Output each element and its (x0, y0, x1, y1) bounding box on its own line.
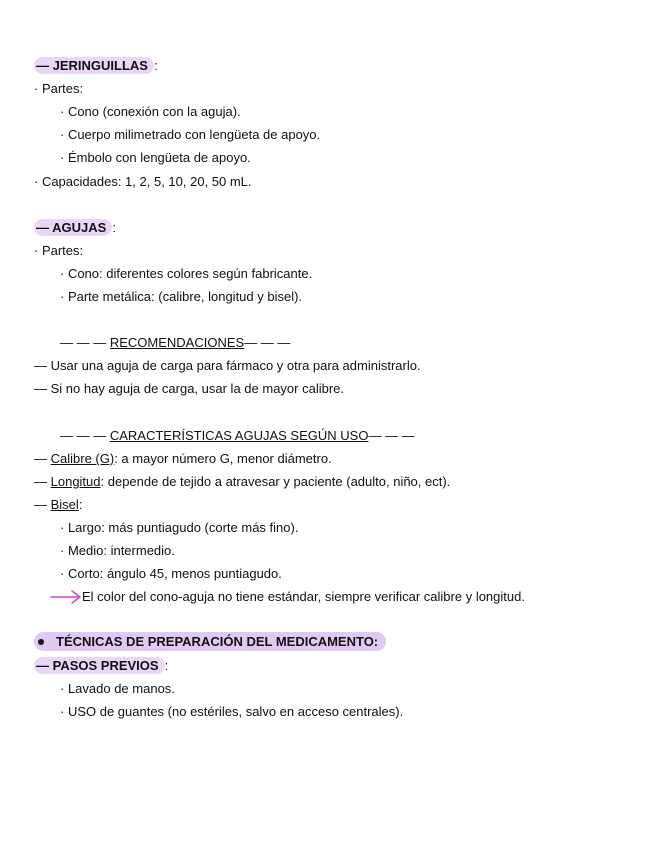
list-item: · Largo: más puntiagudo (corte más fino). (60, 520, 299, 535)
arrow-right-icon (50, 590, 82, 604)
tecnicas-heading (34, 633, 386, 651)
list-item: · Cono: diferentes colores según fabricante. (60, 266, 313, 281)
jeringuillas-capacidades: · Capacidades: 1, 2, 5, 10, 20, 50 mL. (34, 174, 252, 189)
caracteristicas-title: CARACTERÍSTICAS AGUJAS SEGÚN USO (109, 428, 369, 443)
pasos-previos-title: — PASOS PREVIOS (34, 657, 165, 674)
agujas-partes-label: · Partes: (34, 243, 84, 258)
jeringuillas-partes-label: · Partes: (34, 81, 84, 96)
recomendaciones-heading: — — — RECOMENDACIONES— — — (60, 335, 291, 350)
nota-item (50, 588, 525, 606)
longitud-item: — Longitud: depende de tejido a atravesar y paciente (adulto, niño, ect). (34, 474, 451, 489)
caracteristicas-heading: — — — CARACTERÍSTICAS AGUJAS SEGÚN USO— — — (60, 428, 415, 443)
bisel-item: — Bisel: (34, 497, 83, 512)
recomendaciones-title: RECOMENDACIONES (109, 335, 245, 350)
list-item: — Si no hay aguja de carga, usar la de mayor calibre. (34, 381, 345, 396)
list-item: · Medio: intermedio. (60, 543, 175, 558)
calibre-item: — Calibre (G): a mayor número G, menor diámetro. (34, 451, 332, 466)
agujas-title: — AGUJAS (34, 219, 112, 236)
list-item: · Parte metálica: (calibre, longitud y bisel). (60, 289, 303, 304)
list-item: · Cuerpo milimetrado con lengüeta de apoyo. (60, 127, 321, 142)
jeringuillas-heading: — JERINGUILLAS : (36, 58, 158, 73)
calibre-label: Calibre (G) (50, 451, 115, 466)
agujas-heading: — AGUJAS : (36, 220, 116, 235)
list-item: · Corto: ángulo 45, menos puntiagudo. (60, 566, 282, 581)
list-item: — Usar una aguja de carga para fármaco y otra para administrarlo. (34, 358, 421, 373)
list-item: · USO de guantes (no estériles, salvo en acceso centrales). (60, 704, 404, 719)
longitud-label: Longitud (50, 474, 101, 489)
pasos-previos-heading: — PASOS PREVIOS : (36, 658, 169, 673)
tecnicas-title: TÉCNICAS DE PREPARACIÓN DEL MEDICAMENTO: (56, 634, 379, 649)
bullet-dot-icon (38, 639, 44, 645)
list-item: · Lavado de manos. (60, 681, 175, 696)
nota-text: El color del cono-aguja no tiene estándar, siempre verificar calibre y longitud. (82, 589, 525, 604)
list-item: · Cono (conexión con la aguja). (60, 104, 241, 119)
list-item: · Émbolo con lengüeta de apoyo. (60, 150, 251, 165)
bisel-label: Bisel (50, 497, 79, 512)
jeringuillas-title: — JERINGUILLAS (34, 57, 154, 74)
